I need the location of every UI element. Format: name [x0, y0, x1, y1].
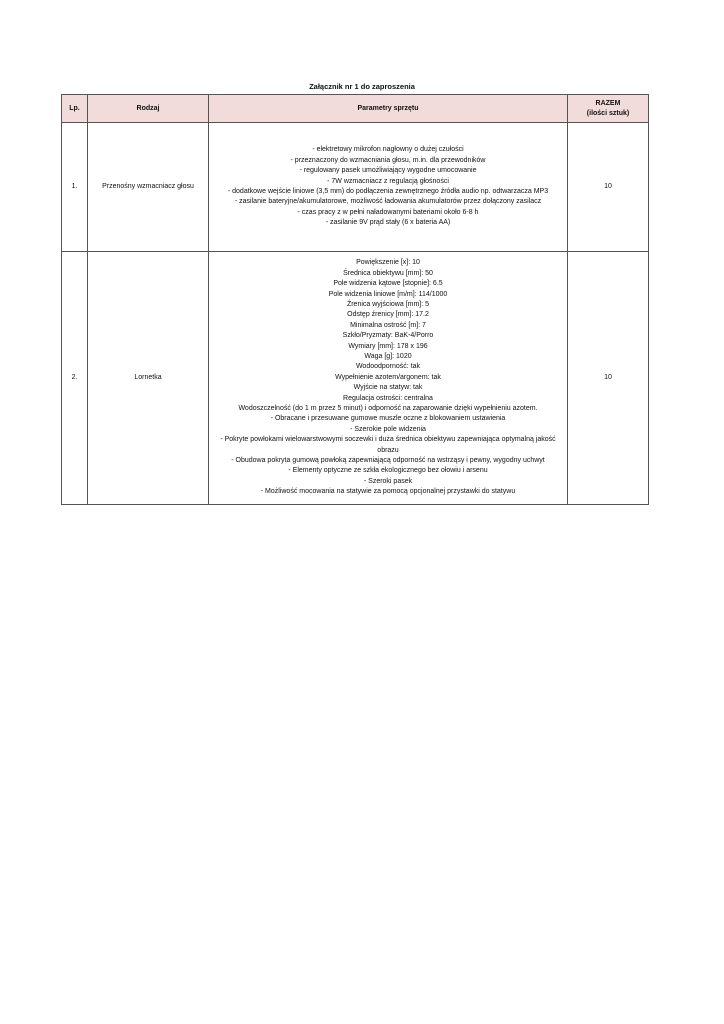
param-line: - dodatkowe wejście liniowe (3,5 mm) do podłączenia zewnętrznego źródła audio np. odtwarzacza MP3 — [227, 188, 549, 195]
param-line: Regulacja ostrości: centralna — [343, 394, 433, 402]
param-line: Średnica obiektywu [mm]: 50 — [343, 269, 433, 277]
param-line: Wodoszczelność (do 1 m przez 5 minut) i odporność na zaparowanie dzięki wypełnieniu azotem. — [238, 405, 538, 413]
param-line: Szkło/Pryzmaty: BaK-4/Porro — [342, 332, 434, 340]
param-line: - 7W wzmacniacz z regulacją głośności — [327, 177, 449, 185]
cell-lp: 1. — [62, 123, 88, 252]
param-line: Pole widzenia liniowe [m/m]: 114/1000 — [328, 290, 448, 298]
header-lp: Lp. — [62, 95, 88, 123]
param-line: Wypełnienie azotem/argonem: tak — [335, 373, 441, 381]
param-line: - czas pracy z w pełni naładowanymi bateriami około 6-8 h — [297, 208, 479, 216]
header-parametry: Parametry sprzętu — [209, 95, 568, 123]
param-line: Powiększenie [x]: 10 — [356, 259, 420, 267]
param-line: - Elementy optyczne ze szkła ekologicznego bez ołowiu i arsenu — [288, 467, 488, 475]
param-line: - Obracane i przesuwane gumowe muszle oczne z blokowaniem ustawienia — [270, 415, 506, 423]
table-row — [62, 123, 649, 252]
document-title: Załącznik nr 1 do zaproszenia — [309, 82, 415, 91]
param-line: - zasilanie 9V prąd stały (6 x bateria AA) — [325, 219, 451, 227]
param-line: - Szerokie pole widzenia — [350, 425, 426, 433]
param-line: - elektretowy mikrofon nagłowny o dużej czułości — [312, 146, 464, 154]
param-line: - regulowany pasek umożliwiający wygodne umocowanie — [299, 167, 477, 175]
param-line: Wyjście na statyw: tak — [353, 384, 423, 392]
header-razem-line1: RAZEM — [595, 99, 621, 107]
table-header-row — [62, 95, 649, 123]
cell-rodzaj: Przenośny wzmacniacz głosu — [88, 123, 209, 252]
param-line: - zasilanie bateryjne/akumulatorowe, możliwość ładowania akumulatorów przez dołączony zasilacz — [234, 198, 542, 206]
param-line: Odstęp źrenicy [mm]: 17.2 — [347, 311, 429, 319]
param-line: Waga [g]: 1020 — [364, 352, 412, 360]
param-line: Źrenica wyjściowa [mm]: 5 — [346, 300, 430, 308]
cell-lp: 2. — [62, 252, 88, 505]
cell-parametry — [209, 252, 568, 505]
cell-razem: 10 — [568, 123, 649, 252]
cell-rodzaj: Lornetka — [88, 252, 209, 505]
header-razem — [568, 95, 649, 123]
param-line: - Możliwość mocowania na statywie za pomocą opcjonalnej przystawki do statywu — [260, 488, 516, 496]
table-row — [62, 252, 649, 505]
param-line: Minimalna ostrość [m]: 7 — [350, 321, 426, 329]
param-line: Wymiary [mm]: 178 x 196 — [348, 342, 428, 350]
param-line: Pole widzenia kątowe [stopnie]: 6.5 — [333, 280, 443, 288]
header-razem-line2: (ilości sztuk) — [586, 109, 630, 117]
equipment-table — [61, 94, 649, 505]
param-line: - Obudowa pokryta gumową powłoką zapewniającą odporność na wstrząsy i pewny, wygodny uchwyt — [231, 457, 545, 465]
param-line: - Szeroki pasek — [363, 477, 413, 485]
param-line: - przeznaczony do wzmacniania głosu, m.in. dla przewodników — [290, 156, 486, 164]
param-line: - Pokryte powłokami wielowarstwowymi soczewki i duża średnica obiektywu zapewniająca optymalną jakość obrazu — [220, 436, 556, 454]
cell-parametry — [209, 123, 568, 252]
param-line: Wodoodporność: tak — [355, 363, 421, 371]
cell-razem: 10 — [568, 252, 649, 505]
header-rodzaj: Rodzaj — [88, 95, 209, 123]
